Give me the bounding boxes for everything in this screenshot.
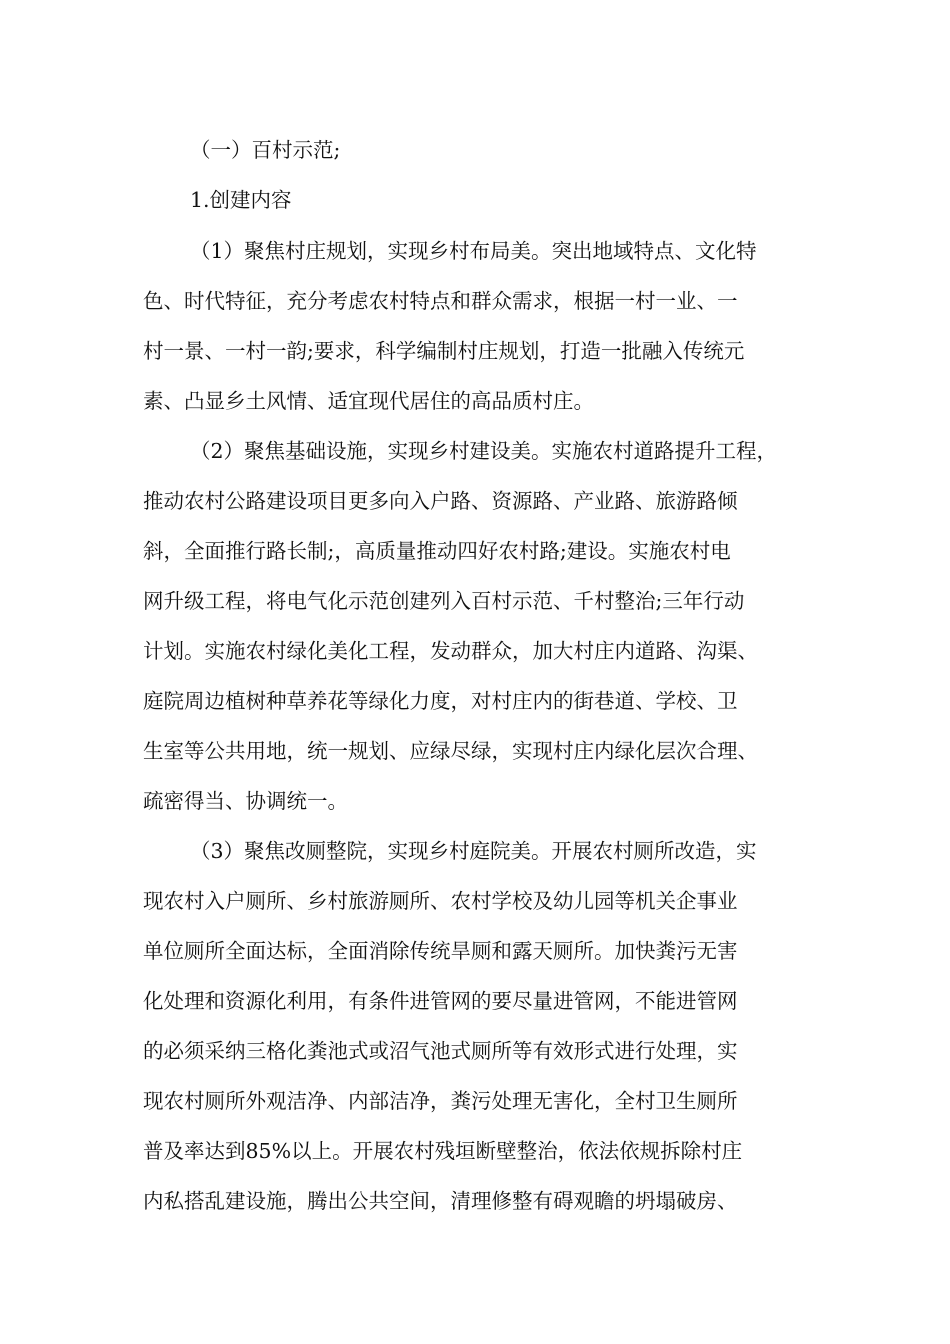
paragraph-line: 化处理和资源化利用，有条件进管网的要尽量进管网，不能进管网: [143, 989, 738, 1013]
paragraph-line: 普及率达到85%以上。开展农村残垣断壁整治，依法依规拆除村庄: [143, 1139, 743, 1163]
section-heading: （一）百村示范;: [190, 138, 341, 162]
paragraph-line: 现农村入户厕所、乡村旅游厕所、农村学校及幼儿园等机关企事业: [143, 889, 738, 913]
paragraph-line: 庭院周边植树种草养花等绿化力度，对村庄内的街巷道、学校、卫: [143, 689, 738, 713]
paragraph-line: 素、凸显乡土风情、适宜现代居住的高品质村庄。: [143, 389, 594, 413]
paragraph-line: 村一景、一村一韵;要求，科学编制村庄规划，打造一批融入传统元: [143, 339, 745, 363]
paragraph-line: 斜，全面推行路长制;，高质量推动四好农村路;建设。实施农村电: [143, 539, 731, 563]
paragraph-line: 网升级工程，将电气化示范创建列入百村示范、千村整治;三年行动: [143, 589, 745, 613]
paragraph-line: （1）聚焦村庄规划，实现乡村布局美。突出地域特点、文化特: [190, 239, 757, 263]
paragraph-line: 现农村厕所外观洁净、内部洁净，粪污处理无害化，全村卫生厕所: [143, 1089, 738, 1113]
paragraph-line: 的必须采纳三格化粪池式或沼气池式厕所等有效形式进行处理，实: [143, 1039, 738, 1063]
paragraph-line: 单位厕所全面达标，全面消除传统旱厕和露天厕所。加快粪污无害: [143, 939, 738, 963]
paragraph-line: 色、时代特征，充分考虑农村特点和群众需求，根据一村一业、一: [143, 289, 738, 313]
paragraph-line: 推动农村公路建设项目更多向入户路、资源路、产业路、旅游路倾: [143, 489, 738, 513]
paragraph-line: （3）聚焦改厕整院，实现乡村庭院美。开展农村厕所改造，实: [190, 839, 757, 863]
paragraph-line: 生室等公共用地，统一规划、应绿尽绿，实现村庄内绿化层次合理、: [143, 739, 758, 763]
paragraph-line: 内私搭乱建设施，腾出公共空间，清理修整有碍观瞻的坍塌破房、: [143, 1189, 738, 1213]
paragraph-line: 疏密得当、协调统一。: [143, 789, 348, 813]
subheading: 1.创建内容: [190, 188, 292, 212]
paragraph-line: 计划。实施农村绿化美化工程，发动群众，加大村庄内道路、沟渠、: [143, 639, 758, 663]
paragraph-line: （2）聚焦基础设施，实现乡村建设美。实施农村道路提升工程，: [190, 439, 778, 463]
